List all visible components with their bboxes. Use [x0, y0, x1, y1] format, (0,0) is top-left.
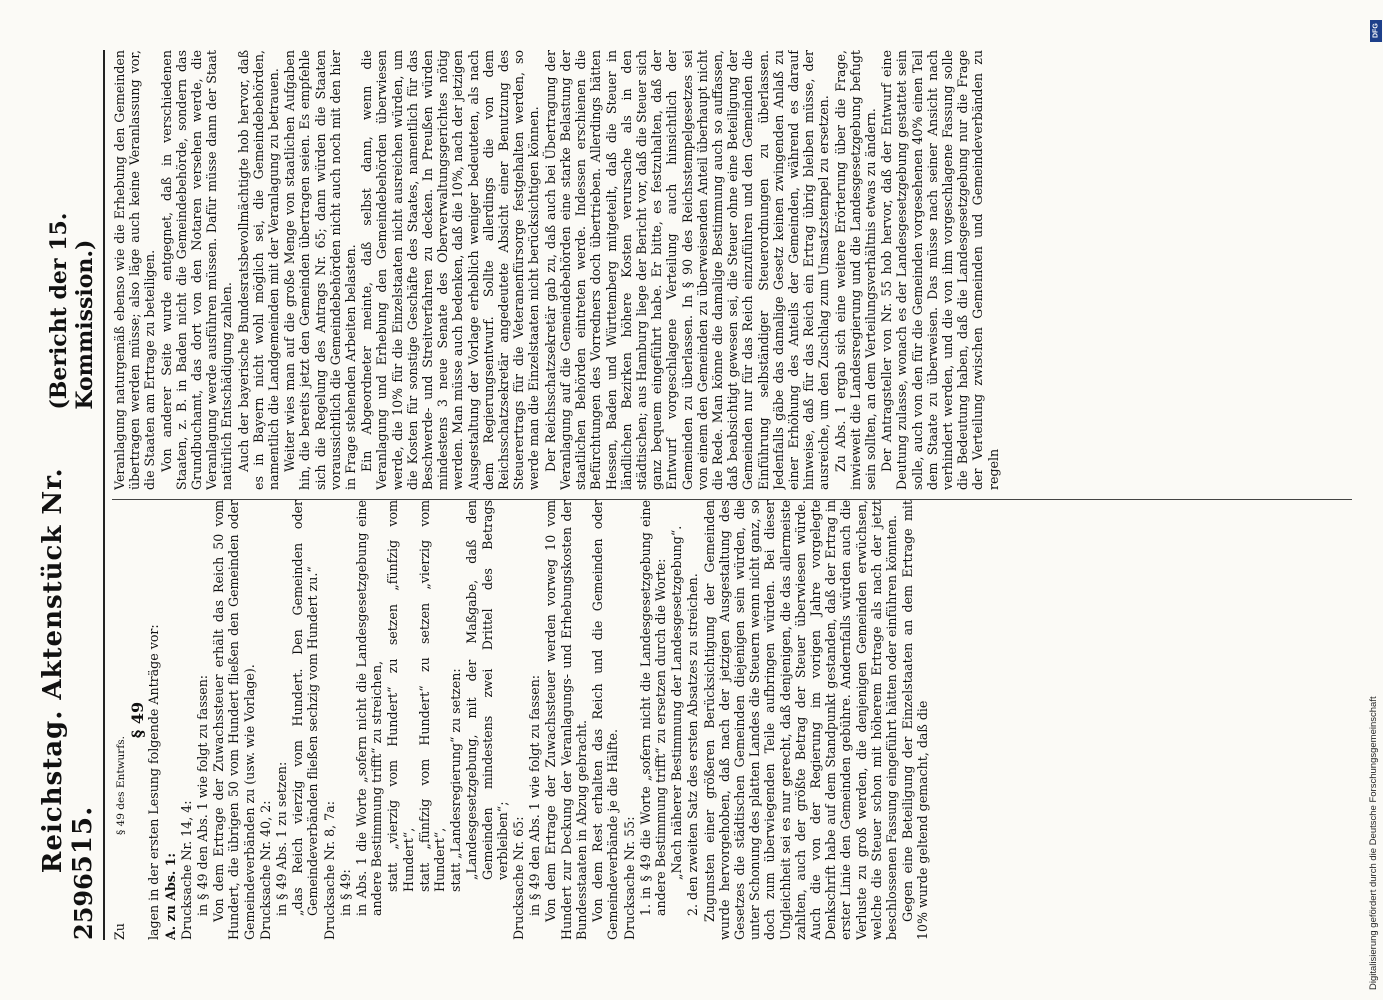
right-paragraph-4: Weiter wies man auf die große Menge von staatlichen Aufgaben hin, die bereits jetzt den Gemeinden übertragen seien. Es empfehle sich die Regelung des Antrags Nr. 65; dann würden die Staaten voraussichtlich die Gemeindebehörden nicht auch noch mit den hier in Frage stehenden Arbeiten belasten.	[282, 50, 359, 490]
drucksache-14-heading: Drucksache Nr. 14, 4:	[178, 800, 194, 940]
d8-quote: „Landesgesetzgebung, mit der Maßgabe, daß den Gemeinden mindestens zwei Drittel des Betrags verbleiben“;	[464, 500, 510, 880]
section-intro: Zu § 49 des Entwurfs.	[112, 736, 127, 940]
d55-quote: „Nach näherer Bestimmung der Landesgesetzgebung“.	[669, 525, 685, 880]
d40-text: „das Reich vierzig vom Hundert. Den Gemeinden oder Gemeindeverbänden fließen sechzig vom Hundert zu.“	[290, 500, 321, 916]
d55-item-1: 1. in § 49 die Worte „sofern nicht die Landesgesetzgebung eine andere Bestimmung trifft“ zu ersetzen durch die Worte:	[637, 500, 668, 916]
right-paragraph-6: Der Reichsschatzsekretär gab zu, daß auch bei Übertragung der Veranlagung auf die Gemeindebehörden eine starke Belastung der staatlichen Behörden eintreten werde. Indessen erschienen die Befürchtungen des Vorredners doch übertrieben. Allerdings hätten Hessen, Baden und Württemberg mitgeteilt, daß die Steuer in ländlichen Bezirken höhere Kosten verursache als in den städtischen; aus Hamburg liege der Bericht vor, daß die Steuer sich ganz bequem eingeführt habe. Er bitte, es festzuhalten, daß der Entwurf vorgeschlagene Verteilung auch hinsichtlich der Gemeinden zu überlassen. In § 90 des Reichsstempelgesetzes sei von einem den Gemeinden zu überweisenden Anteil überhaupt nicht die Rede. Man könne die damalige Bestimmung auch so auffassen, daß beabsichtigt gewesen sei, die Steuer ohne eine Beteiligung der Gemeinden nur für das Reich einzuführen und den Gemeinden die Einführung selbständiger Steuerordnungen zu überlassen. Jedenfalls gäbe das damalige Gesetz keinen zwingenden Anlaß zu einer Erhöhung des Anteils der Gemeinden, während es darauf hinweise, daß für das Reich ein Ertrag übrig bleiben müsse, der ausreiche, um den Zuschlag zum Umsatzstempel zu ersetzen.	[542, 50, 832, 490]
d8-sub-1: statt „vierzig vom Hundert“ zu setzen „fünfzig vom Hundert“,	[385, 500, 416, 892]
digitization-credit: Digitalisierung gefördert durch die Deutsche Forschungsgemeinschaft	[1368, 696, 1379, 990]
page-header	[38, 50, 98, 940]
lead-text: lagen in der ersten Lesung folgende Anträge vor:	[146, 624, 162, 940]
section-small-label: § 49 des Entwurfs.	[115, 736, 127, 836]
drucksache-55-heading: Drucksache Nr. 55:	[621, 816, 637, 940]
d8-sub-2: statt „fünfzig vom Hundert“ zu setzen „vierzig vom Hundert“,	[416, 500, 448, 892]
d65-text-1: Von dem Ertrage der Zuwachssteuer werden vorweg 10 vom Hundert zur Deckung der Veranlagungs- und Erhebungskosten der Bundesstaaten in Abzug gebracht.	[543, 500, 589, 940]
d8-line: in § 49:	[337, 869, 353, 916]
section-title: § 49	[128, 701, 148, 739]
drucksache-40-heading: Drucksache Nr. 40, 2:	[257, 800, 273, 940]
dfg-logo: DFG	[1370, 20, 1382, 42]
right-paragraph-5: Ein Abgeordneter meinte, daß selbst dann, wenn die Veranlagung und Erhebung den Gemeindebehörden überwiesen werde, die 10% für die Einzelstaaten nicht ausreichen würden, um die Kosten für sonstige Geschäfte des Staates, namentlich für das Beschwerde- und Streitverfahren zu decken. In Preußen würden mindestens 3 neue Senate des Oberverwaltungsgerichtes nötig werden. Man müsse auch bedenken, daß die 10%, nach der jetzigen Ausgestaltung der Vorlage erheblich weniger bedeuteten, als nach dem Regierungsentwurf. Sollte allerdings die von dem Reichsschatzsekretär angedeutete Absicht einer Benutzung des Steuerertrags für die Veteranenfürsorge festgehalten werden, so werde man die Einzelstaaten nicht berücksichtigen können.	[359, 50, 542, 490]
body-paragraph-1: Zugunsten einer größeren Berücksichtigung der Gemeinden wurde hervorgehoben, daß nach der jetzigen Ausgestaltung des Gesetzes die städtischen Gemeinden diejenigen sein würden, die unter Schonung des platten Landes die Steuern wenn nicht ganz, so doch zum überwiegenden Teile aufbringen würden. Bei dieser Ungleichheit sei es nur gerecht, daß denjenigen, die das allermeiste zahlten, auch der größte Betrag der Steuer überwiesen würde. Auch die von der Regierung im vorigen Jahre vorgelegte Denkschrift habe auf dem Standpunkt gestanden, daß der Ertrag in erster Linie den Gemeinden gebühre. Andernfalls würden auch die Verluste zu groß werden, die denjenigen Gemeinden erwüchsen, welche die Steuer schon mit höherem Ertrage als nach der jetzt beschlossenen Fassung eingeführt hätten oder einführen könnten.	[701, 500, 899, 940]
a-heading: A. zu Abs. 1:	[162, 852, 178, 940]
right-paragraph-2: Von anderer Seite wurde entgegnet, daß in verschiedenen Staaten, z. B. in Baden nicht die Gemeindebehörde, sondern das Grundbuchamt, das dort von den Notaren versehen werde, die Veranlagung werde ausführen müssen. Dafür müsse dann der Staat natürlich Entschädigung zahlen.	[158, 50, 235, 490]
right-paragraph-7: Zu Abs. 1 ergab sich eine weitere Erörterung über die Frage, inwieweit die Landesregierung und die Landesgesetzgebung befugt sein sollten, an dem Verteilungsverhältnis etwas zu ändern.	[832, 50, 878, 490]
right-paragraph-8: Der Antragsteller von Nr. 55 hob hervor, daß der Entwurf eine Deutung zulasse, wonach es der Landesgesetzgebung gestattet sein solle, auch von den für die Gemeinden vorgesehenen 40% einen Teil dem Staate zu überweisen. Das müsse nach seiner Ansicht nach verhindert werden, und die von ihm vorgeschlagene Fassung solle die Bedeutung haben, daß die Landesgesetzgebung nur die Frage der Verteilung zwischen Gemeinden und Gemeindeverbänden zu regeln	[879, 50, 1001, 490]
report-title: (Bericht der 15. Kommission.)	[46, 212, 98, 410]
d65-line: in § 49 den Abs. 1 wie folgt zu fassen:	[527, 674, 543, 916]
d14-text: Von dem Ertrage der Zuwachssteuer erhält das Reich 50 vom Hundert, die übrigen 50 vom Hundert fließen den Gemeinden oder Gemeindeverbänden zu (usw. wie Vorlage).	[211, 500, 257, 940]
d55-item-2: 2. den zweiten Satz des ersten Absatzes zu streichen.	[685, 573, 701, 916]
d65-text-2: Von dem Rest erhalten das Reich und die Gemeinden oder Gemeindeverbände je die Hälfte.	[590, 500, 621, 940]
drucksache-65-heading: Drucksache Nr. 65:	[511, 816, 527, 940]
header-rule	[103, 50, 105, 940]
d14-line: in § 49 den Abs. 1 wie folgt zu fassen:	[195, 674, 211, 916]
d8-text: in Abs. 1 die Worte „sofern nicht die Landesgesetzgebung eine andere Bestimmung trifft“ zu streichen,	[354, 500, 385, 916]
d40-line: in § 49 Abs. 1 zu setzen:	[274, 761, 290, 916]
right-paragraph-1: Veranlagung naturgemäß ebenso wie die Erhebung den Gemeinden übertragen werden müsse; also läge auch keine Veranlassung vor, die Staaten am Ertrage zu beteiligen.	[112, 50, 158, 490]
left-column	[112, 500, 1352, 940]
running-title: Reichstag. Aktenstück Nr. 515.	[38, 467, 98, 874]
page-number: 2596	[69, 873, 98, 940]
d8-sub-3: statt „Landesregierung“ zu setzen:	[448, 668, 464, 892]
column-divider	[112, 499, 1352, 500]
drucksache-8-heading: Drucksache Nr. 8, 7a:	[321, 801, 337, 940]
body-paragraph-2: Gegen eine Beteiligung der Einzelstaaten an dem Ertrage mit 10% wurde geltend gemacht, daß die	[900, 500, 931, 940]
right-paragraph-3: Auch der bayerische Bundesratsbevollmächtigte hob hervor, daß es in Bayern nicht wohl möglich sei, die Gemeindebehörden, namentlich die Landgemeinden mit der Veranlagung zu betrauen.	[235, 50, 282, 490]
right-column	[112, 50, 1352, 490]
